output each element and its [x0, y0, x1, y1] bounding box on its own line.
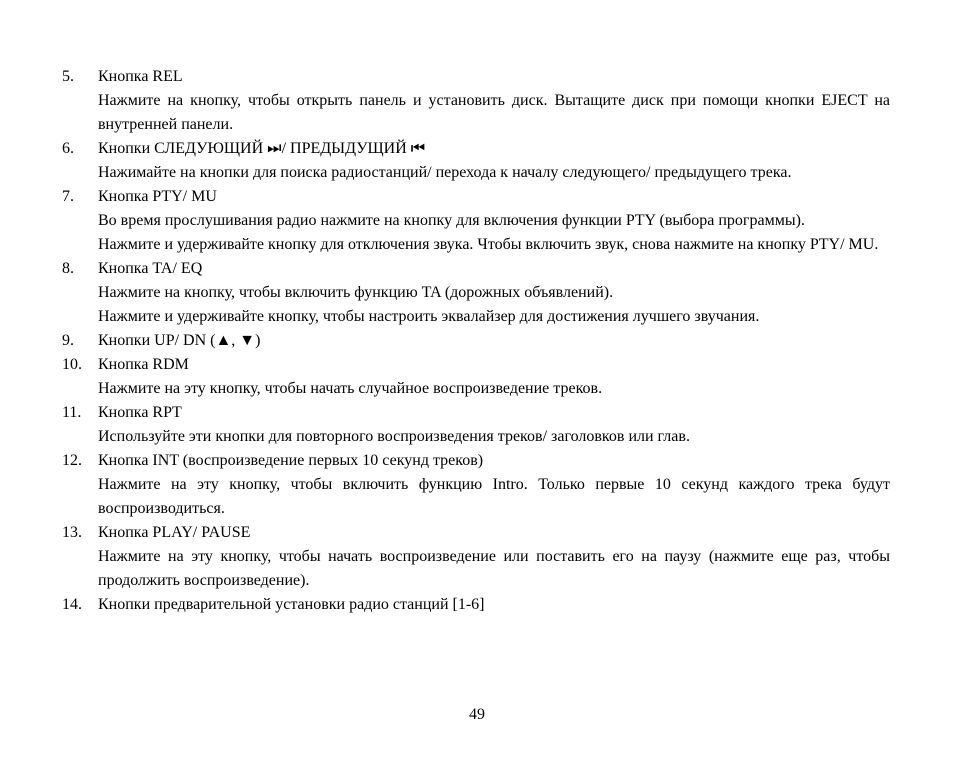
item-title: Кнопка RPT: [98, 404, 182, 421]
item-description: Используйте эти кнопки для повторного воспроизведения треков/ заголовков или глав.: [98, 428, 690, 445]
item-title: Кнопка TA/ EQ: [98, 260, 203, 277]
item-title: Кнопка REL: [98, 68, 183, 85]
item-number: 14.: [62, 596, 82, 613]
item-number: 8.: [62, 260, 74, 277]
item-description: Нажмите на эту кнопку, чтобы включить функцию Intro. Только первые 10 секунд каждого трека будут воспроизводиться.: [98, 476, 890, 517]
item-number: 12.: [62, 452, 82, 469]
item-title: Кнопка INT (воспроизведение первых 10 секунд треков): [98, 452, 484, 469]
item-title: Кнопка PTY/ MU: [98, 188, 217, 205]
item-number: 13.: [62, 524, 82, 541]
item-description: Нажмите на эту кнопку, чтобы начать воспроизведение или поставить его на паузу (нажмите еще раз, чтобы продолжить воспроизведение).: [98, 548, 890, 589]
item-description: Нажимайте на кнопки для поиска радиостанций/ перехода к началу следующего/ предыдущего трека.: [98, 164, 792, 181]
item-description: Нажмите на кнопку, чтобы включить функцию TA (дорожных объявлений).: [98, 284, 614, 301]
item-title: Кнопки UP/ DN (▲, ▼): [98, 332, 261, 349]
list-item-7: [62, 185, 890, 257]
item-description: Нажмите и удерживайте кнопку, чтобы настроить эквалайзер для достижения лучшего звучания.: [98, 308, 760, 325]
list-item-10: [62, 353, 890, 401]
item-title: Кнопка RDM: [98, 356, 189, 373]
item-number: 5.: [62, 68, 74, 85]
item-title: Кнопка PLAY/ PAUSE: [98, 524, 251, 541]
page-number: 49: [469, 706, 485, 723]
list-item-12: [62, 449, 890, 521]
list-item-11: [62, 401, 890, 449]
list-item-13: [62, 521, 890, 593]
list-item-8: [62, 257, 890, 329]
item-title: Кнопки СЛЕДУЮЩИЙ ⏭/ ПРЕДЫДУЩИЙ ⏮: [98, 140, 426, 157]
item-description: Нажмите на эту кнопку, чтобы начать случайное воспроизведение треков.: [98, 380, 603, 397]
list-item-6: [62, 137, 890, 185]
item-number: 9.: [62, 332, 74, 349]
item-number: 6.: [62, 140, 74, 157]
item-number: 11.: [62, 404, 82, 421]
item-description: Нажмите и удерживайте кнопку для отключения звука. Чтобы включить звук, снова нажмите на кнопку PTY/ MU.: [98, 236, 879, 253]
item-number: 7.: [62, 188, 74, 205]
list-item-9: [62, 329, 890, 353]
item-title: Кнопки предварительной установки радио станций [1-6]: [98, 596, 485, 613]
item-description: Нажмите на кнопку, чтобы открыть панель и установить диск. Вытащите диск при помощи кнопки EJECT на внутренней панели.: [98, 92, 890, 133]
item-number: 10.: [62, 356, 82, 373]
list-item-5: [62, 65, 890, 137]
item-description: Во время прослушивания радио нажмите на кнопку для включения функции PTY (выбора программы).: [98, 212, 805, 229]
instruction-list: [62, 65, 890, 617]
list-item-14: [62, 593, 890, 617]
